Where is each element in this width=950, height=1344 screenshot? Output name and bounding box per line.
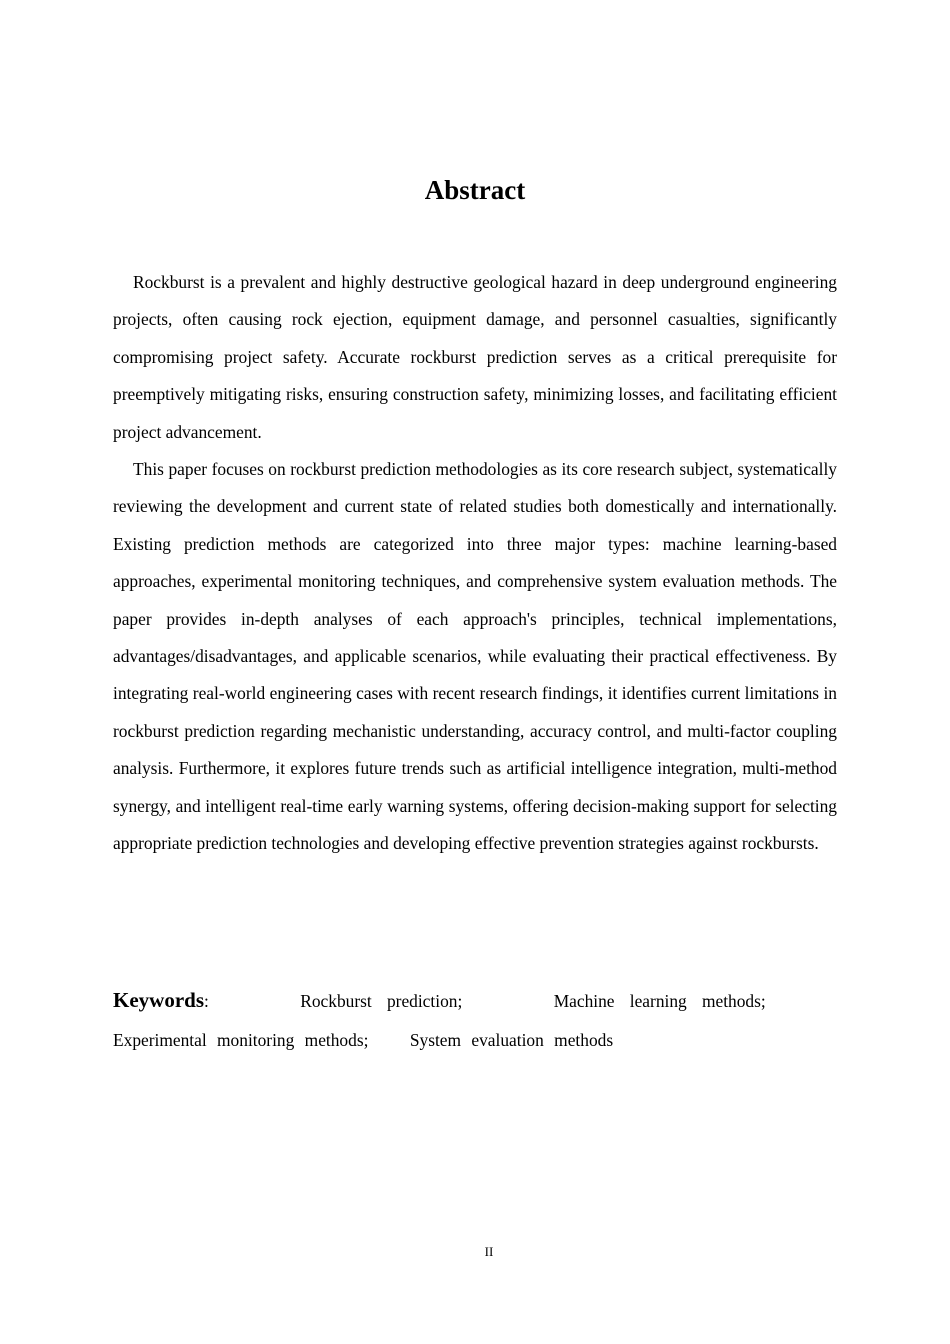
keywords-separator: : <box>204 991 209 1011</box>
abstract-paragraph: This paper focuses on rockburst prediction methodologies as its core research subject, systematically reviewing the development and current state of related studies both domestically and internationally. Existing prediction methods are categorized into three major types: machine learning-based approaches, experimental monitoring techniques, and comprehensive system evaluation methods. The paper provides in-depth analyses of each approach's principles, technical implementations, advantages/disadvantages, and applicable scenarios, while evaluating their practical effectiveness. By integrating real-world engineering cases with recent research findings, it identifies current limitations in rockburst prediction regarding mechanistic understanding, accuracy control, and multi-factor coupling analysis. Furthermore, it explores future trends such as artificial intelligence integration, multi-method synergy, and intelligent real-time early warning systems, offering decision-making support for selecting appropriate prediction technologies and developing effective prevention strategies against rockbursts. <box>113 459 837 854</box>
keyword-item: System evaluation methods <box>409 1030 614 1050</box>
keywords-section <box>113 981 837 1060</box>
keywords-label: Keywords <box>113 988 204 1012</box>
keyword-item: Machine learning methods; <box>553 991 766 1011</box>
page-number: II <box>484 1244 494 1259</box>
abstract-body <box>113 264 837 863</box>
abstract-title: Abstract <box>424 175 526 205</box>
keyword-item: Experimental monitoring methods; <box>113 1030 369 1050</box>
keyword-item: Rockburst prediction; <box>300 991 463 1011</box>
abstract-paragraph: Rockburst is a prevalent and highly destructive geological hazard in deep underground engineering projects, often causing rock ejection, equipment damage, and personnel casualties, significantly compromising project safety. Accurate rockburst prediction serves as a critical prerequisite for preemptively mitigating risks, ensuring construction safety, minimizing losses, and facilitating efficient project advancement. <box>113 272 837 442</box>
